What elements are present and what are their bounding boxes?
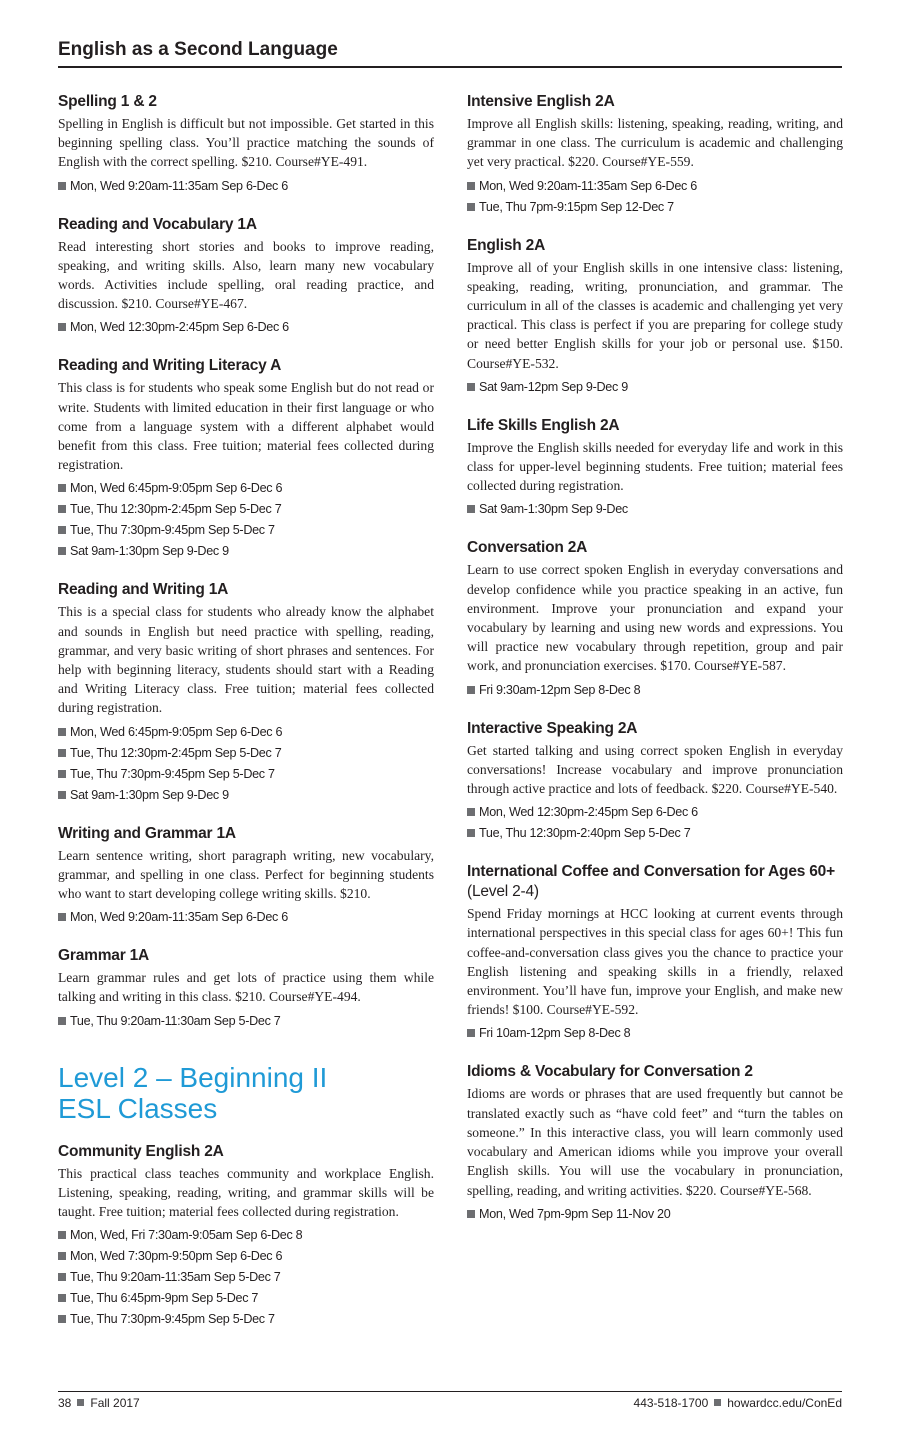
- session-text: Mon, Wed 6:45pm-9:05pm Sep 6-Dec 6: [70, 481, 283, 496]
- session-item: [58, 1246, 434, 1267]
- session-text: Sat 9am-1:30pm Sep 9-Dec: [479, 502, 628, 517]
- course-title-text: Writing and Grammar 1A: [58, 824, 236, 842]
- session-item: [58, 317, 434, 338]
- course-description: Learn grammar rules and get lots of practice using them while talking and writing in this class. $210. Course#YE-494.: [58, 970, 434, 1005]
- session-item: [58, 907, 434, 928]
- course-title-text: Interactive Speaking 2A: [467, 719, 638, 737]
- course-description: Get started talking and using correct spoken English in everyday conversations! Increase vocabulary and improve pronunciation through active practice and lots of feedback. $220. Course#YE-540.: [467, 742, 843, 797]
- session-item: [467, 176, 843, 197]
- page-title: English as a Second Language: [58, 39, 338, 60]
- session-item: [467, 1204, 843, 1225]
- session-item: [58, 499, 434, 520]
- session-item: [58, 478, 434, 499]
- square-bullet-icon: [58, 505, 66, 513]
- session-item: [467, 823, 843, 844]
- course-title-text: International Coffee and Conversation for Ages 60+: [467, 863, 835, 881]
- session-item: [467, 377, 843, 398]
- course-title: [58, 580, 434, 600]
- square-bullet-icon: [58, 547, 66, 555]
- course-description: This practical class teaches community and workplace English. Listening, speaking, reading, writing, and grammar skills will be taught. Free tuition; material fees collected during registration.: [58, 1165, 434, 1220]
- course-block: [58, 92, 434, 197]
- course-title-text: English 2A: [467, 236, 546, 254]
- course-block: [58, 356, 434, 562]
- square-bullet-icon: [467, 203, 475, 211]
- session-text: Tue, Thu 6:45pm-9pm Sep 5-Dec 7: [70, 1291, 259, 1306]
- right-course-list: [467, 92, 843, 1225]
- session-text: Sat 9am-1:30pm Sep 9-Dec 9: [70, 544, 229, 559]
- course-block: [467, 719, 843, 845]
- course-title: [58, 356, 434, 376]
- session-text: Fri 9:30am-12pm Sep 8-Dec 8: [479, 682, 641, 697]
- square-bullet-icon: [467, 1029, 475, 1037]
- course-title-text: Grammar 1A: [58, 947, 150, 965]
- course-title: [58, 824, 434, 844]
- course-title-text: Community English 2A: [58, 1142, 224, 1160]
- session-text: Tue, Thu 12:30pm-2:40pm Sep 5-Dec 7: [479, 826, 691, 841]
- course-description: Spend Friday mornings at HCC looking at current events through international perspectives in this special class for ages 60+! This fun coffee-and-conversation class gives you the chance to practice your English listening and speaking skills in a friendly, relaxed environment. You’ll have fun, improve your English, and make new friends! $100. Course#YE-592.: [467, 906, 843, 1018]
- course-block: [467, 862, 843, 1044]
- course-block: [467, 416, 843, 521]
- course-title: [58, 215, 434, 235]
- square-bullet-icon: [58, 484, 66, 492]
- square-bullet-icon: [58, 913, 66, 921]
- session-item: [58, 1225, 434, 1246]
- section-title-line-1: Level 2 – Beginning II: [58, 1061, 328, 1093]
- footer-right: [634, 1393, 842, 1413]
- session-item: [58, 743, 434, 764]
- section-course-list: [58, 1142, 434, 1331]
- square-bullet-icon: [77, 1399, 84, 1406]
- course-block: [58, 215, 434, 339]
- course-description: Improve the English skills needed for everyday life and work in this class for upper-level beginning students. Free tuition; material fees collected during registration.: [467, 439, 843, 494]
- course-title: [467, 719, 843, 739]
- course-description: Improve all English skills: listening, speaking, reading, writing, and grammar in one class. The curriculum is academic and challenging yet very practical. $220. Course#YE-559.: [467, 116, 843, 170]
- session-text: Tue, Thu 7:30pm-9:45pm Sep 5-Dec 7: [70, 523, 275, 538]
- session-text: Tue, Thu 12:30pm-2:45pm Sep 5-Dec 7: [70, 745, 282, 760]
- course-title: [467, 1062, 843, 1082]
- session-item: [58, 1267, 434, 1288]
- square-bullet-icon: [58, 791, 66, 799]
- session-item: [58, 722, 434, 743]
- square-bullet-icon: [58, 1315, 66, 1323]
- course-title: [467, 862, 843, 902]
- session-text: Tue, Thu 7:30pm-9:45pm Sep 5-Dec 7: [70, 1312, 275, 1327]
- session-text: Mon, Wed 7pm-9pm Sep 11-Nov 20: [479, 1206, 671, 1221]
- session-item: [467, 802, 843, 823]
- course-title: [467, 236, 843, 256]
- course-description: This class is for students who speak some English but do not read or write. Students with limited education in their first language or who come from a language system with a different alphabet would benefit from this class. Free tuition; material fees collected during registration.: [58, 380, 434, 473]
- page-header: [58, 36, 842, 68]
- course-block: [58, 946, 434, 1031]
- section-title-line-2: ESL Classes: [58, 1092, 218, 1124]
- course-title: [58, 946, 434, 966]
- session-item: [467, 197, 843, 218]
- course-description: Learn to use correct spoken English in everyday conversations and develop confidence while you practice speaking in an active, fun environment. Improve your pronunciation and expand your vocabulary by learning and using new words and expressions. You will practice new vocabulary through repetition, group and pair work, and pronunciation exercises. $170. Course#YE-587.: [467, 562, 843, 674]
- course-block: [58, 1142, 434, 1331]
- session-text: Mon, Wed 6:45pm-9:05pm Sep 6-Dec 6: [70, 724, 283, 739]
- square-bullet-icon: [58, 1231, 66, 1239]
- course-block: [467, 236, 843, 398]
- session-text: Mon, Wed 9:20am-11:35am Sep 6-Dec 6: [479, 178, 697, 193]
- session-item: [58, 541, 434, 562]
- course-title-text: Intensive English 2A: [467, 93, 615, 110]
- session-text: Tue, Thu 9:20am-11:30am Sep 5-Dec 7: [70, 1013, 281, 1028]
- footer-phone: 443-518-1700: [633, 1396, 709, 1410]
- square-bullet-icon: [467, 686, 475, 694]
- square-bullet-icon: [58, 728, 66, 736]
- course-block: [467, 92, 843, 218]
- course-description: Learn sentence writing, short paragraph writing, new vocabulary, grammar, and spelling in one class. Perfect for beginning students who want to start developing college writing skills. $210.: [58, 847, 434, 902]
- session-text: Tue, Thu 7pm-9:15pm Sep 12-Dec 7: [479, 199, 674, 214]
- course-title: [58, 92, 434, 112]
- course-description: Spelling in English is difficult but not impossible. Get started in this beginning spelling class. You’ll practice matching the sounds of English with the correct spelling. $210. Course#YE-491.: [58, 116, 434, 170]
- square-bullet-icon: [467, 829, 475, 837]
- footer-left: [58, 1393, 140, 1413]
- session-item: [58, 764, 434, 785]
- square-bullet-icon: [467, 383, 475, 391]
- course-title-text: Reading and Writing 1A: [58, 581, 229, 599]
- section-title: [58, 1062, 434, 1124]
- footer-url[interactable]: howardcc.edu/ConEd: [727, 1396, 842, 1410]
- session-text: Mon, Wed, Fri 7:30am-9:05am Sep 6-Dec 8: [70, 1228, 303, 1243]
- session-text: Tue, Thu 12:30pm-2:45pm Sep 5-Dec 7: [70, 502, 282, 517]
- square-bullet-icon: [58, 182, 66, 190]
- course-title-text: Reading and Vocabulary 1A: [58, 215, 257, 233]
- footer-term: Fall 2017: [90, 1396, 140, 1410]
- session-text: Mon, Wed 9:20am-11:35am Sep 6-Dec 6: [70, 910, 288, 925]
- session-text: Mon, Wed 12:30pm-2:45pm Sep 6-Dec 6: [70, 320, 289, 335]
- square-bullet-icon: [58, 323, 66, 331]
- session-item: [58, 1288, 434, 1309]
- square-bullet-icon: [467, 182, 475, 190]
- course-title: [467, 538, 843, 558]
- page-number: 38: [58, 1396, 72, 1410]
- session-item: [58, 785, 434, 806]
- course-title: [58, 1142, 434, 1162]
- square-bullet-icon: [58, 1294, 66, 1302]
- square-bullet-icon: [58, 1273, 66, 1281]
- session-text: Tue, Thu 7:30pm-9:45pm Sep 5-Dec 7: [70, 766, 275, 781]
- session-text: Mon, Wed 12:30pm-2:45pm Sep 6-Dec 6: [479, 805, 698, 820]
- course-title: [467, 92, 843, 112]
- course-description: Improve all of your English skills in one intensive class: listening, speaking, reading, writing, pronunciation, and grammar. The curriculum in all of the classes is academic and challenging yet very practical. This class is perfect if you are preparing for college study or need better English skills for your job or personal use. $150. Course#YE-532.: [467, 259, 843, 371]
- course-level: (Level 2-4): [467, 883, 539, 901]
- session-item: [58, 520, 434, 541]
- square-bullet-icon: [467, 808, 475, 816]
- course-block: [467, 1062, 843, 1224]
- square-bullet-icon: [58, 749, 66, 757]
- page-footer: [58, 1391, 842, 1410]
- session-item: [58, 176, 434, 197]
- course-description: Read interesting short stories and books to improve reading, speaking, and writing skills. Also, learn many new vocabulary words. Activities include spelling, oral reading practice, and discussion. $210. Course#YE-467.: [58, 238, 434, 312]
- session-item: [467, 1023, 843, 1044]
- session-text: Fri 10am-12pm Sep 8-Dec 8: [479, 1026, 631, 1041]
- square-bullet-icon: [58, 526, 66, 534]
- square-bullet-icon: [58, 770, 66, 778]
- session-item: [58, 1309, 434, 1330]
- session-text: Mon, Wed 7:30pm-9:50pm Sep 6-Dec 6: [70, 1249, 283, 1264]
- course-block: [58, 580, 434, 805]
- course-block: [58, 824, 434, 929]
- session-item: [58, 1011, 434, 1032]
- course-title-text: Idioms & Vocabulary for Conversation 2: [467, 1063, 753, 1081]
- square-bullet-icon: [58, 1017, 66, 1025]
- left-course-list: [58, 92, 434, 1032]
- course-title-text: Life Skills English 2A: [467, 416, 620, 434]
- session-text: Tue, Thu 9:20am-11:35am Sep 5-Dec 7: [70, 1270, 281, 1285]
- left-column: [58, 92, 434, 1348]
- course-title: [467, 416, 843, 436]
- session-text: Mon, Wed 9:20am-11:35am Sep 6-Dec 6: [70, 178, 288, 193]
- course-description: This is a special class for students who already know the alphabet and sounds in English but need practice with spelling, reading, grammar, and very basic writing of short phrases and sentences. For help with beginning literacy, students should start with a Reading and Writing Literacy class. Free tuition; material fees collected during registration.: [58, 604, 434, 716]
- square-bullet-icon: [467, 1210, 475, 1218]
- course-block: [467, 538, 843, 700]
- course-title-text: Spelling 1 & 2: [58, 93, 157, 110]
- session-item: [467, 680, 843, 701]
- session-item: [467, 499, 843, 520]
- right-column: [467, 92, 843, 1243]
- square-bullet-icon: [58, 1252, 66, 1260]
- course-title-text: Reading and Writing Literacy A: [58, 357, 282, 375]
- course-description: Idioms are words or phrases that are used frequently but cannot be translated exactly such as “have cold feet” and “turn the tables on someone.” In this interactive class, you will learn commonly used vocabulary and American idioms while you improve your overall English skills. You will use the vocabulary in pronunciation, spelling, reading, and writing activities. $220. Course#YE-568.: [467, 1086, 843, 1198]
- course-title-text: Conversation 2A: [467, 539, 588, 557]
- session-text: Sat 9am-12pm Sep 9-Dec 9: [479, 379, 628, 394]
- square-bullet-icon: [467, 505, 475, 513]
- session-text: Sat 9am-1:30pm Sep 9-Dec 9: [70, 787, 229, 802]
- square-bullet-icon: [714, 1399, 721, 1406]
